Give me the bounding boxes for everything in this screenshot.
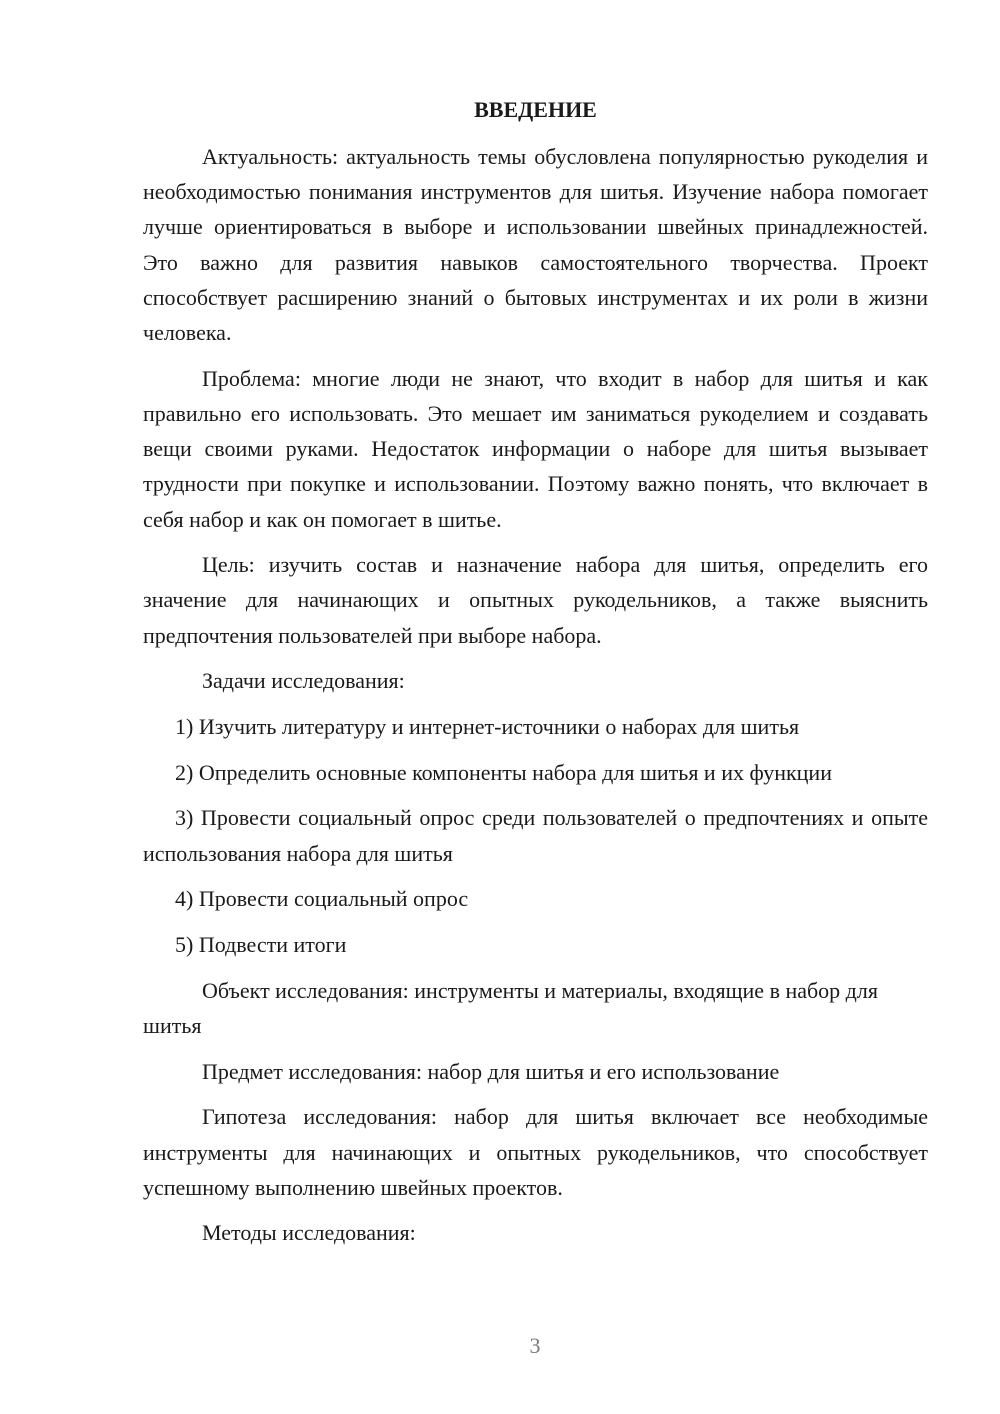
page-content	[143, 92, 928, 1261]
task-item-4: 4) Провести социальный опрос	[175, 886, 469, 912]
paragraph-goal: Цель: изучить состав и назначение набора для шитья, определить его значение для начинающих и опытных рукодельников, а также выяснить предпочтения пользователей при выборе набора.	[143, 552, 928, 648]
paragraph-relevance: Актуальность: актуальность темы обусловлена популярностью рукоделия и необходимостью понимания инструментов для шитья. Изучение набора помогает лучше ориентироваться в выборе и использовании швейных принадлежностей. Это важно для развития навыков самостоятельного творчества. Проект способствует расширению знаний о бытовых инструментах и их роли в жизни человека.	[143, 144, 928, 346]
paragraph-methods: Методы исследования:	[202, 1220, 416, 1246]
task-item-5: 5) Подвести итоги	[175, 932, 347, 958]
page-number: 3	[529, 1333, 541, 1358]
task-item-2: 2) Определить основные компоненты набора для шитья и их функции	[175, 759, 832, 785]
paragraph-tasks-heading: Задачи исследования:	[202, 668, 405, 694]
task-item-1: 1) Изучить литературу и интернет-источники о наборах для шитья	[175, 714, 800, 740]
section-heading: ВВЕДЕНИЕ	[474, 97, 597, 122]
task-item-3: 3) Провести социальный опрос среди пользователей о предпочтениях и опыте использования набора для шитья	[143, 805, 928, 866]
paragraph-hypothesis: Гипотеза исследования: набор для шитья включает все необходимые инструменты для начинающих и опытных рукодельников, что способствует успешному выполнению швейных проектов.	[143, 1104, 928, 1200]
paragraph-object: Объект исследования: инструменты и материалы, входящие в набор для шитья	[143, 977, 878, 1038]
paragraph-subject: Предмет исследования: набор для шитья и его использование	[202, 1058, 780, 1084]
paragraph-problem: Проблема: многие люди не знают, что входит в набор для шитья и как правильно его использовать. Это мешает им заниматься рукоделием и создавать вещи своими руками. Недостаток информации о наборе для шитья вызывает трудности при покупке и использовании. Поэтому важно понять, что включает в себя набор и как он помогает в шитье.	[143, 365, 928, 532]
